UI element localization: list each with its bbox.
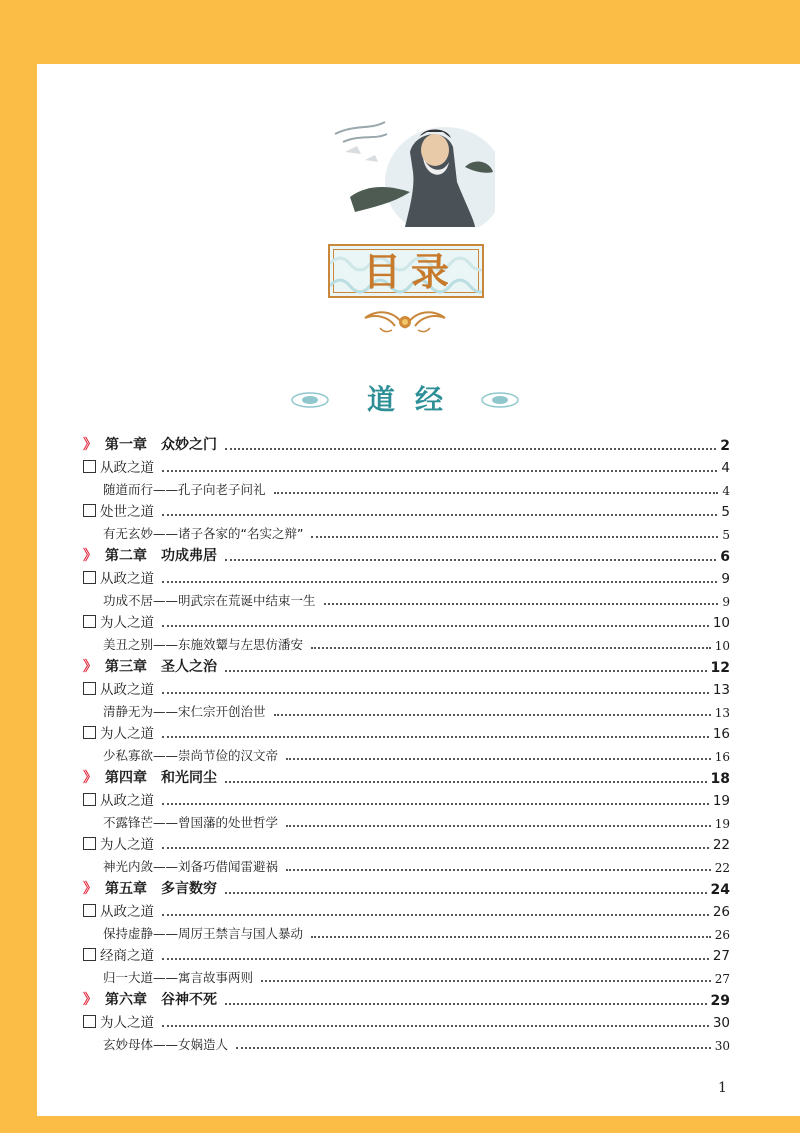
toc-section-entry[interactable] bbox=[83, 831, 730, 853]
toc-section-entry[interactable] bbox=[83, 609, 730, 631]
chapter-title: 多言数穷 bbox=[161, 881, 217, 897]
dot-leader bbox=[274, 492, 719, 494]
toc-section-entry[interactable] bbox=[83, 565, 730, 587]
section-title: 从政之道 bbox=[100, 793, 154, 809]
section-title: 从政之道 bbox=[100, 460, 154, 476]
toc-page-number: 5 bbox=[722, 528, 730, 542]
toc-page-number: 22 bbox=[714, 861, 730, 875]
section-title: 经商之道 bbox=[100, 948, 154, 964]
toc-page-number: 29 bbox=[710, 993, 730, 1009]
dot-leader bbox=[225, 892, 707, 894]
chapter-number: 第二章 bbox=[105, 548, 147, 564]
chapter-number: 第四章 bbox=[105, 770, 147, 786]
chapter-number: 第一章 bbox=[105, 437, 147, 453]
toc-story-entry[interactable] bbox=[83, 920, 730, 942]
dot-leader bbox=[162, 803, 709, 805]
checkbox-square-icon bbox=[83, 948, 96, 961]
checkbox-square-icon bbox=[83, 726, 96, 739]
story-title: 美丑之别——东施效颦与左思仿潘安 bbox=[103, 637, 304, 652]
chevron-marker-icon: 》 bbox=[83, 992, 97, 1008]
dot-leader bbox=[236, 1047, 711, 1049]
story-title: 随道而行——孔子向老子问礼 bbox=[103, 482, 266, 497]
story-title: 少私寡欲——崇尚节俭的汉文帝 bbox=[103, 748, 279, 763]
toc-section-entry[interactable] bbox=[83, 454, 730, 476]
dot-leader bbox=[162, 847, 709, 849]
toc-page-number: 27 bbox=[714, 972, 730, 986]
toc-section-entry[interactable] bbox=[83, 1009, 730, 1031]
section-title: 为人之道 bbox=[100, 726, 154, 742]
toc-page-number: 19 bbox=[712, 793, 730, 809]
section-header bbox=[290, 380, 520, 420]
dot-leader bbox=[162, 958, 709, 960]
page-number: 1 bbox=[718, 1080, 727, 1096]
toc-page-number: 4 bbox=[722, 484, 730, 498]
story-title: 神光内敛——刘备巧借闻雷避祸 bbox=[103, 859, 279, 874]
dot-leader bbox=[311, 647, 711, 649]
dot-leader bbox=[225, 781, 707, 783]
section-title: 处世之道 bbox=[100, 504, 154, 520]
toc-page-number: 10 bbox=[714, 639, 730, 653]
chevron-marker-icon: 》 bbox=[83, 659, 97, 675]
dot-leader bbox=[162, 692, 709, 694]
section-title: 从政之道 bbox=[100, 904, 154, 920]
toc-section-entry[interactable] bbox=[83, 942, 730, 964]
toc-page-number: 26 bbox=[714, 928, 730, 942]
toc-chapter-entry[interactable] bbox=[83, 653, 730, 676]
section-title: 道经 bbox=[366, 383, 463, 416]
toc-page-number: 6 bbox=[720, 549, 730, 565]
dot-leader bbox=[162, 736, 709, 738]
toc-page-number: 2 bbox=[720, 438, 730, 454]
story-title: 不露锋芒——曾国藩的处世哲学 bbox=[103, 815, 279, 830]
dot-leader bbox=[225, 448, 716, 450]
dot-leader bbox=[162, 470, 717, 472]
toc-chapter-entry[interactable] bbox=[83, 431, 730, 454]
toc-section-entry[interactable] bbox=[83, 720, 730, 742]
story-title: 有无玄妙——诸子各家的“名实之辩” bbox=[103, 526, 304, 541]
chapter-title: 圣人之治 bbox=[161, 659, 217, 675]
toc-page-number: 13 bbox=[712, 682, 730, 698]
toc-story-entry[interactable] bbox=[83, 853, 730, 875]
toc-page-number: 30 bbox=[712, 1015, 730, 1031]
toc-chapter-entry[interactable] bbox=[83, 764, 730, 787]
checkbox-square-icon bbox=[83, 793, 96, 806]
story-title: 清静无为——宋仁宗开创治世 bbox=[103, 704, 266, 719]
chapter-title: 谷神不死 bbox=[161, 992, 217, 1008]
dot-leader bbox=[324, 603, 719, 605]
toc-page-number: 9 bbox=[722, 595, 730, 609]
dot-leader bbox=[162, 1025, 709, 1027]
toc-section-entry[interactable] bbox=[83, 676, 730, 698]
toc-page-number: 18 bbox=[710, 771, 730, 787]
dot-leader bbox=[162, 581, 717, 583]
toc-page-number: 4 bbox=[721, 460, 730, 476]
dot-leader bbox=[225, 670, 707, 672]
section-title: 为人之道 bbox=[100, 615, 154, 631]
page-title: 目录 bbox=[362, 249, 459, 294]
chevron-marker-icon: 》 bbox=[83, 881, 97, 897]
story-title: 功成不居——明武宗在荒诞中结束一生 bbox=[103, 593, 316, 608]
checkbox-square-icon bbox=[83, 1015, 96, 1028]
toc-page-number: 19 bbox=[714, 817, 730, 831]
toc-page-number: 16 bbox=[714, 750, 730, 764]
toc-story-entry[interactable] bbox=[83, 1031, 730, 1053]
toc-story-entry[interactable] bbox=[83, 476, 730, 498]
dot-leader bbox=[162, 625, 709, 627]
toc-story-entry[interactable] bbox=[83, 809, 730, 831]
checkbox-square-icon bbox=[83, 904, 96, 917]
section-title: 从政之道 bbox=[100, 682, 154, 698]
story-title: 归一大道——寓言故事两则 bbox=[103, 970, 254, 985]
toc-story-entry[interactable] bbox=[83, 587, 730, 609]
toc-title-box bbox=[328, 244, 484, 298]
toc-story-entry[interactable] bbox=[83, 520, 730, 542]
toc-story-entry[interactable] bbox=[83, 964, 730, 986]
chevron-marker-icon: 》 bbox=[83, 437, 97, 453]
toc-story-entry[interactable] bbox=[83, 631, 730, 653]
toc-page-number: 5 bbox=[721, 504, 730, 520]
toc-story-entry[interactable] bbox=[83, 698, 730, 720]
dot-leader bbox=[286, 825, 711, 827]
toc-page-number: 30 bbox=[714, 1039, 730, 1053]
toc-page-number: 27 bbox=[712, 948, 730, 964]
toc-section-entry[interactable] bbox=[83, 787, 730, 809]
story-title: 玄妙母体——女娲造人 bbox=[103, 1037, 229, 1052]
toc-chapter-entry[interactable] bbox=[83, 875, 730, 898]
dot-leader bbox=[311, 936, 711, 938]
toc-section-entry[interactable] bbox=[83, 898, 730, 920]
toc-story-entry[interactable] bbox=[83, 742, 730, 764]
chapter-title: 众妙之门 bbox=[161, 437, 217, 453]
toc-section-entry[interactable] bbox=[83, 498, 730, 520]
dot-leader bbox=[225, 559, 716, 561]
dot-leader bbox=[225, 1003, 707, 1005]
toc-page-number: 12 bbox=[710, 660, 730, 676]
toc-chapter-entry[interactable] bbox=[83, 986, 730, 1009]
checkbox-square-icon bbox=[83, 682, 96, 695]
table-of-contents bbox=[83, 431, 730, 1053]
dot-leader bbox=[162, 914, 709, 916]
dot-leader bbox=[274, 714, 711, 716]
chapter-number: 第六章 bbox=[105, 992, 147, 1008]
story-title: 保持虚静——周厉王禁言与国人暴动 bbox=[103, 926, 304, 941]
dot-leader bbox=[311, 536, 718, 538]
chapter-title: 功成弗居 bbox=[161, 548, 217, 564]
toc-page-number: 24 bbox=[710, 882, 730, 898]
dot-leader bbox=[286, 758, 711, 760]
toc-page-number: 9 bbox=[721, 571, 730, 587]
section-title: 从政之道 bbox=[100, 571, 154, 587]
chevron-marker-icon: 》 bbox=[83, 770, 97, 786]
section-title: 为人之道 bbox=[100, 837, 154, 853]
section-title: 为人之道 bbox=[100, 1015, 154, 1031]
dot-leader bbox=[162, 514, 717, 516]
toc-chapter-entry[interactable] bbox=[83, 542, 730, 565]
chapter-number: 第三章 bbox=[105, 659, 147, 675]
chapter-number: 第五章 bbox=[105, 881, 147, 897]
chapter-title: 和光同尘 bbox=[161, 770, 217, 786]
toc-page-number: 16 bbox=[712, 726, 730, 742]
chevron-marker-icon: 》 bbox=[83, 548, 97, 564]
checkbox-square-icon bbox=[83, 571, 96, 584]
checkbox-square-icon bbox=[83, 837, 96, 850]
dot-leader bbox=[286, 869, 711, 871]
checkbox-square-icon bbox=[83, 615, 96, 628]
checkbox-square-icon bbox=[83, 504, 96, 517]
checkbox-square-icon bbox=[83, 460, 96, 473]
toc-page-number: 22 bbox=[712, 837, 730, 853]
toc-page-number: 10 bbox=[712, 615, 730, 631]
toc-page-number: 26 bbox=[712, 904, 730, 920]
sage-illustration bbox=[325, 112, 495, 227]
scroll-ornament bbox=[360, 298, 450, 338]
toc-page-number: 13 bbox=[714, 706, 730, 720]
right-ornament-icon bbox=[480, 390, 520, 410]
dot-leader bbox=[261, 980, 711, 982]
